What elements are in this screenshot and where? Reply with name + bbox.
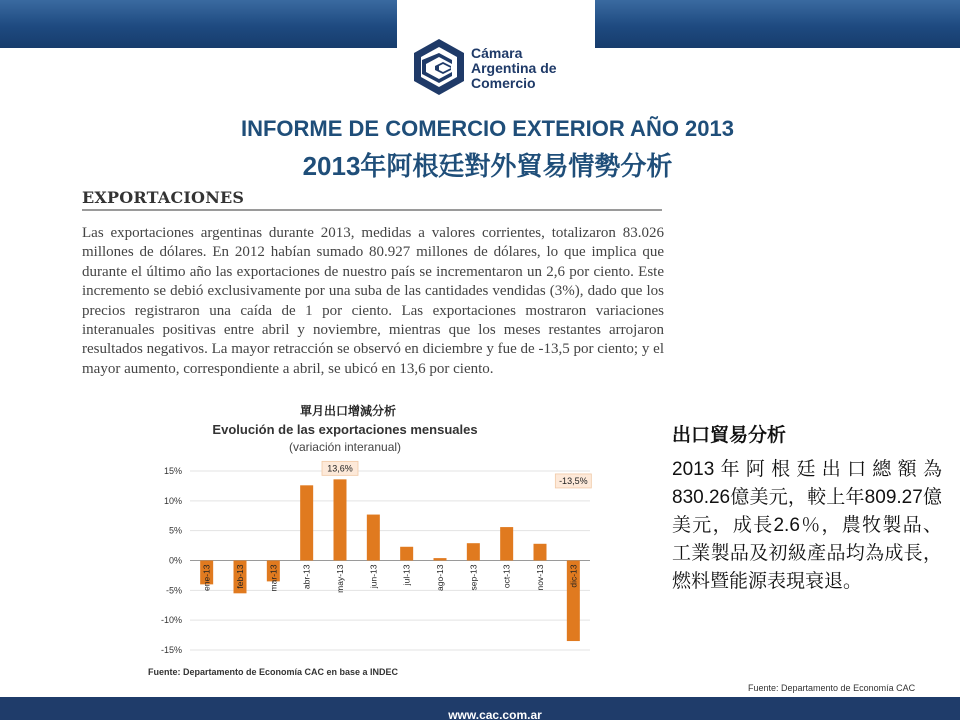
data-label: 13,6% (327, 463, 353, 474)
bar-ago-13 (434, 558, 447, 560)
x-tick-label: jul-13 (401, 564, 412, 586)
logo-line: Comercio (471, 75, 536, 91)
logo-line: Argentina de (471, 60, 557, 76)
section-heading: EXPORTACIONES (82, 188, 245, 207)
logo-line: Cámara (471, 45, 523, 61)
y-tick-label: -10% (160, 615, 182, 626)
x-tick-label: ene-13 (201, 564, 212, 591)
chart-source: Fuente: Departamento de Economía CAC en base a INDEC (148, 667, 399, 677)
bar-jul-13 (400, 547, 413, 561)
x-tick-label: jun-13 (368, 564, 379, 589)
logo-wordmark (471, 46, 581, 91)
data-label: -13,5% (559, 475, 588, 486)
x-tick-label: mar-13 (268, 564, 279, 592)
chart-title: Evolución de las exportaciones mensuales (212, 422, 478, 437)
bar-sep-13 (467, 543, 480, 560)
y-tick-label: 15% (163, 466, 182, 476)
x-tick-label: feb-13 (235, 564, 245, 589)
analysis-body: 2013年阿根廷出口總額為830.26億美元，較上年809.27億美元，成長2.6％，農牧製品、工業製品及初級產品均為成長，燃料暨能源表現衰退。 (672, 459, 942, 592)
y-tick-label: 5% (168, 525, 182, 536)
x-tick-label: dic-13 (568, 564, 579, 588)
y-tick-label: 0% (168, 555, 182, 566)
bar-may-13 (334, 479, 347, 560)
report-title-zh: 2013年阿根廷對外貿易情勢分析 (302, 151, 673, 181)
x-tick-label: may-13 (335, 564, 345, 593)
cac-logo-icon (413, 38, 465, 96)
x-tick-label: nov-13 (535, 564, 545, 591)
section-body: Las exportaciones argentinas durante 2013, medidas a valores corrientes, totalizaron 83.026 millones de dólares. En 2012 habían sumado 80.927 millones de dólares, lo que implica que durante el último año las exportaciones de nuestro país se incrementaron un 2,6 por ciento. Este incremento se debió exclusivamente por una suba de las cantidades vendidas (3%), dado que los precios registraron una caída de 1 por ciento. Las exportaciones mostraron variaciones interanuales positivas entre abril y noviembre, mientras que los meses restantes arrojaron resultados negativos. La mayor retracción se observó en diciembre y fue de -13,5 por ciento; y el mayor aumento, correspondiente a abril, se ubicó en 13,6 por ciento. (82, 225, 664, 377)
x-tick-label: sep-13 (468, 564, 479, 591)
y-tick-label: 10% (163, 495, 182, 506)
y-tick-label: -5% (165, 585, 182, 596)
bar-abr-13 (300, 485, 313, 560)
footer-url[interactable]: www.cac.com.ar (448, 708, 542, 722)
chart-subtitle: (variación interanual) (288, 440, 402, 454)
y-tick-label: -15% (160, 645, 182, 655)
bar-jun-13 (367, 515, 380, 561)
exports-bar-chart (140, 455, 620, 665)
section-divider (82, 209, 662, 211)
report-title-es: INFORME DE COMERCIO EXTERIOR AÑO 2013 (240, 116, 735, 141)
x-tick-label: ago-13 (435, 564, 445, 591)
bar-oct-13 (500, 527, 513, 560)
x-tick-label: oct-13 (501, 564, 512, 589)
footer-source: Fuente: Departamento de Economía CAC (748, 683, 916, 693)
bar-nov-13 (534, 544, 547, 561)
x-tick-label: abr-13 (301, 564, 312, 590)
analysis-title: 出口貿易分析 (672, 425, 787, 446)
chart-title-zh: 單月出口增減分析 (300, 404, 397, 418)
